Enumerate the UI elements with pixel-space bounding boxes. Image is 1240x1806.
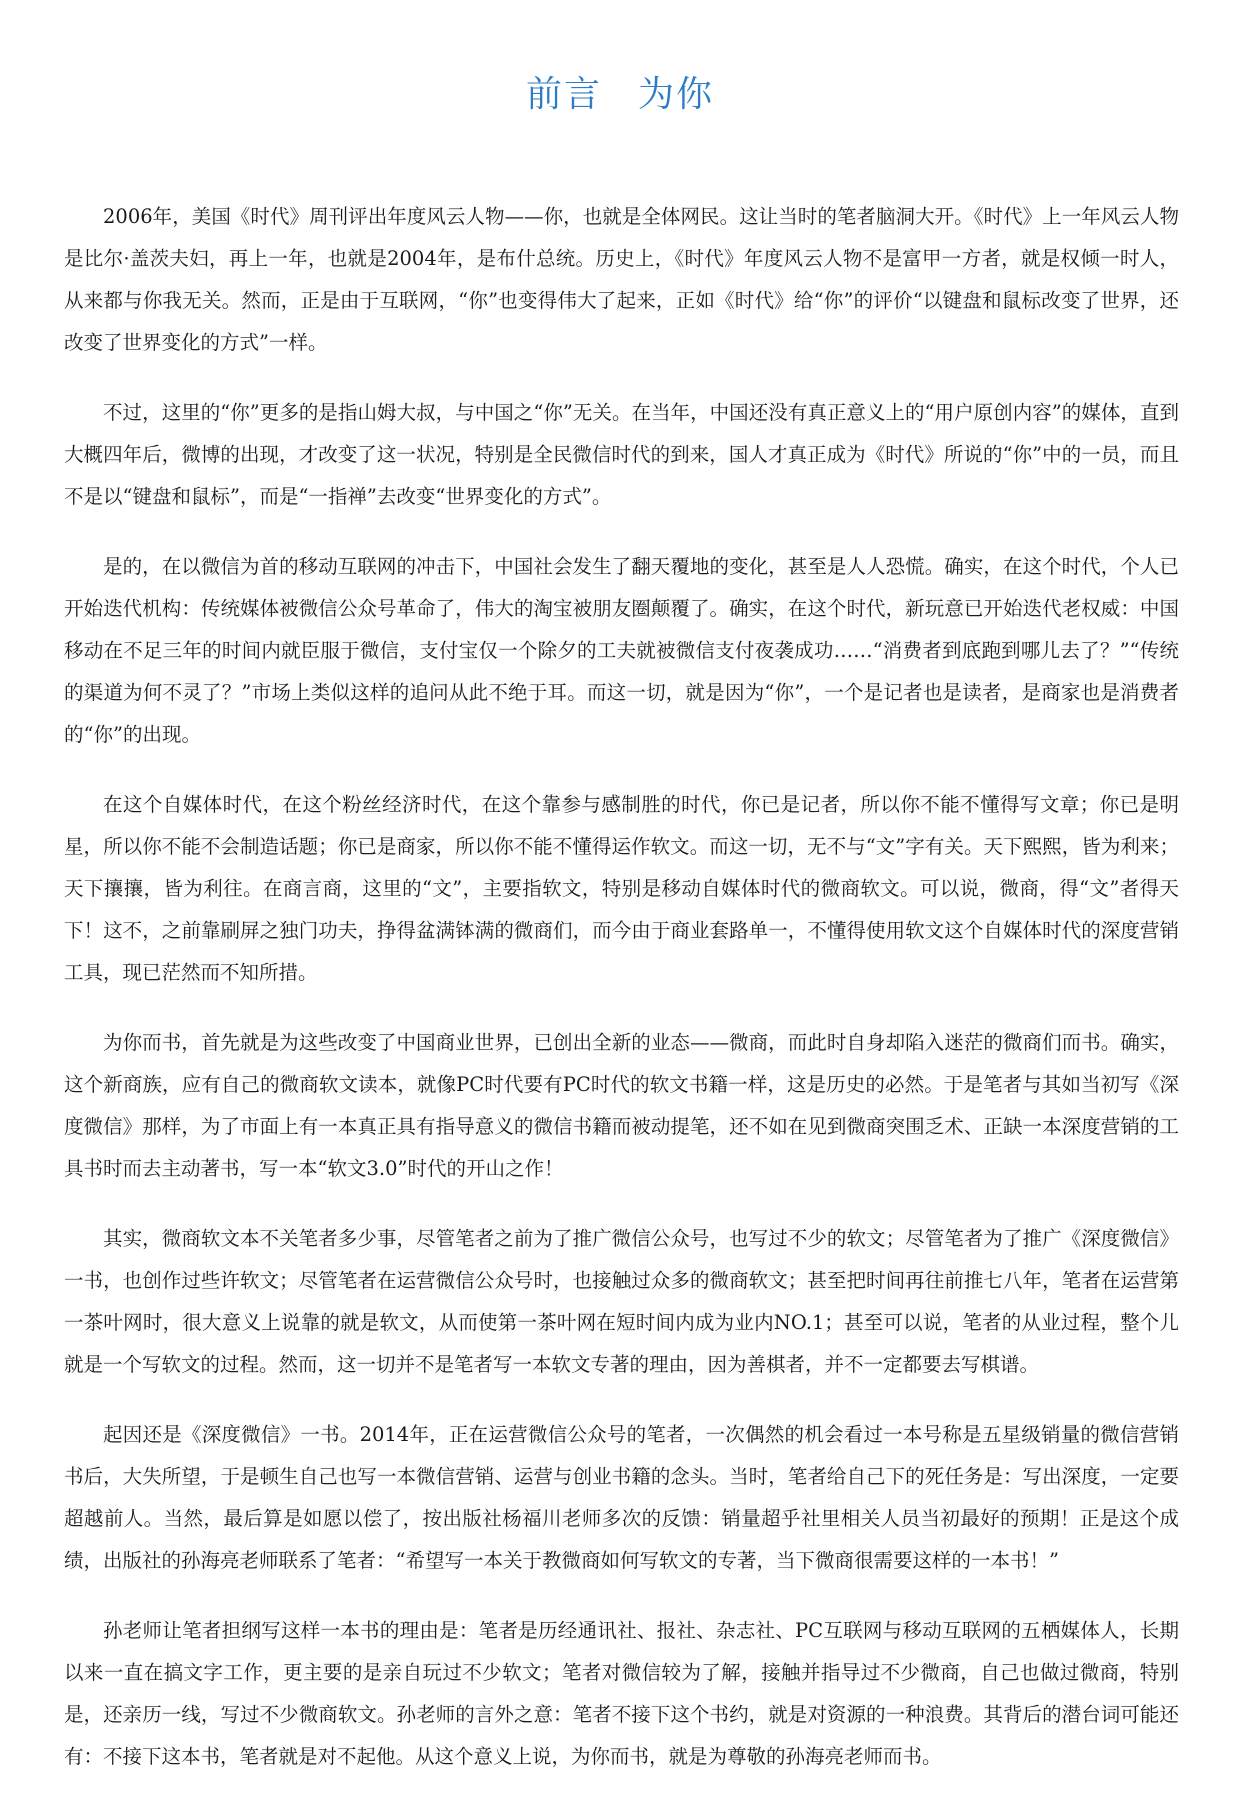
page-title [0, 66, 1240, 117]
paragraph: 2006年，美国《时代》周刊评出年度风云人物——你，也就是全体网民。这让当时的笔者脑洞大开。《时代》上一年风云人物是比尔·盖茨夫妇，再上一年，也就是2004年，是布什总统。历史上，《时代》年度风云人物不是富甲一方者，就是权倾一时人，从来都与你我无关。然而，正是由于互联网，“你”也变得伟大了起来，正如《时代》给“你”的评价“以键盘和鼠标改变了世界，还改变了世界变化的方式”一样。 [64, 205, 1179, 354]
title-part-for-you: 为你 [638, 74, 715, 115]
paragraph: 在这个自媒体时代，在这个粉丝经济时代，在这个靠参与感制胜的时代，你已是记者，所以你不能不懂得写文章；你已是明星，所以你不能不会制造话题；你已是商家，所以你不能不懂得运作软文。而这一切，无不与“文”字有关。天下熙熙，皆为利来；天下攘攘，皆为利往。在商言商，这里的“文”，主要指软文，特别是移动自媒体时代的微商软文。可以说，微商，得“文”者得天下！这不，之前靠刷屏之独门功夫，挣得盆满钵满的微商们，而今由于商业套路单一，不懂得使用软文这个自媒体时代的深度营销工具，现已茫然而不知所措。 [64, 793, 1179, 984]
paragraph: 孙老师让笔者担纲写这样一本书的理由是：笔者是历经通讯社、报社、杂志社、PC互联网与移动互联网的五栖媒体人，长期以来一直在搞文字工作，更主要的是亲自玩过不少软文；笔者对微信较为了解，接触并指导过不少微商，自己也做过微商，特别是，还亲历一线，写过不少微商软文。孙老师的言外之意：笔者不接下这个书约，就是对资源的一种浪费。其背后的潜台词可能还有：不接下这本书，笔者就是对不起他。从这个意义上说，为你而书，就是为尊敬的孙海亮老师而书。 [64, 1619, 1179, 1768]
paragraph: 起因还是《深度微信》一书。2014年，正在运营微信公众号的笔者，一次偶然的机会看过一本号称是五星级销量的微信营销书后，大失所望，于是顿生自己也写一本微信营销、运营与创业书籍的念头。当时，笔者给自己下的死任务是：写出深度，一定要超越前人。当然，最后算是如愿以偿了，按出版社杨福川老师多次的反馈：销量超乎社里相关人员当初最好的预期！正是这个成绩，出版社的孙海亮老师联系了笔者：“希望写一本关于教微商如何写软文的专著，当下微商很需要这样的一本书！” [64, 1423, 1179, 1572]
paragraph: 不过，这里的“你”更多的是指山姆大叔，与中国之“你”无关。在当年，中国还没有真正意义上的“用户原创内容”的媒体，直到大概四年后，微博的出现，才改变了这一状况，特别是全民微信时代的到来，国人才真正成为《时代》所说的“你”中的一员，而且不是以“键盘和鼠标”，而是“一指禅”去改变“世界变化的方式”。 [64, 401, 1179, 508]
title-part-preface: 前言 [525, 74, 602, 115]
paragraph: 是的，在以微信为首的移动互联网的冲击下，中国社会发生了翻天覆地的变化，甚至是人人恐慌。确实，在这个时代，个人已开始迭代机构：传统媒体被微信公众号革命了，伟大的淘宝被朋友圈颠覆了。确实，在这个时代，新玩意已开始迭代老权威：中国移动在不足三年的时间内就臣服于微信，支付宝仅一个除夕的工夫就被微信支付夜袭成功……“消费者到底跑到哪儿去了？”“传统的渠道为何不灵了？”市场上类似这样的追问从此不绝于耳。而这一切，就是因为“你”，一个是记者也是读者，是商家也是消费者的“你”的出现。 [64, 555, 1179, 746]
paragraph: 其实，微商软文本不关笔者多少事，尽管笔者之前为了推广微信公众号，也写过不少的软文；尽管笔者为了推广《深度微信》一书，也创作过些许软文；尽管笔者在运营微信公众号时，也接触过众多的微商软文；甚至把时间再往前推七八年，笔者在运营第一茶叶网时，很大意义上说靠的就是软文，从而使第一茶叶网在短时间内成为业内NO.1；甚至可以说，笔者的从业过程，整个儿就是一个写软文的过程。然而，这一切并不是笔者写一本软文专著的理由，因为善棋者，并不一定都要去写棋谱。 [64, 1227, 1179, 1376]
body-text [64, 196, 1179, 1806]
paragraph: 为你而书，首先就是为这些改变了中国商业世界，已创出全新的业态——微商，而此时自身却陷入迷茫的微商们而书。确实，这个新商族，应有自己的微商软文读本，就像PC时代要有PC时代的软文书籍一样，这是历史的必然。于是笔者与其如当初写《深度微信》那样，为了市面上有一本真正具有指导意义的微信书籍而被动提笔，还不如在见到微商突围乏术、正缺一本深度营销的工具书时而去主动著书，写一本“软文3.0”时代的开山之作！ [64, 1031, 1179, 1180]
